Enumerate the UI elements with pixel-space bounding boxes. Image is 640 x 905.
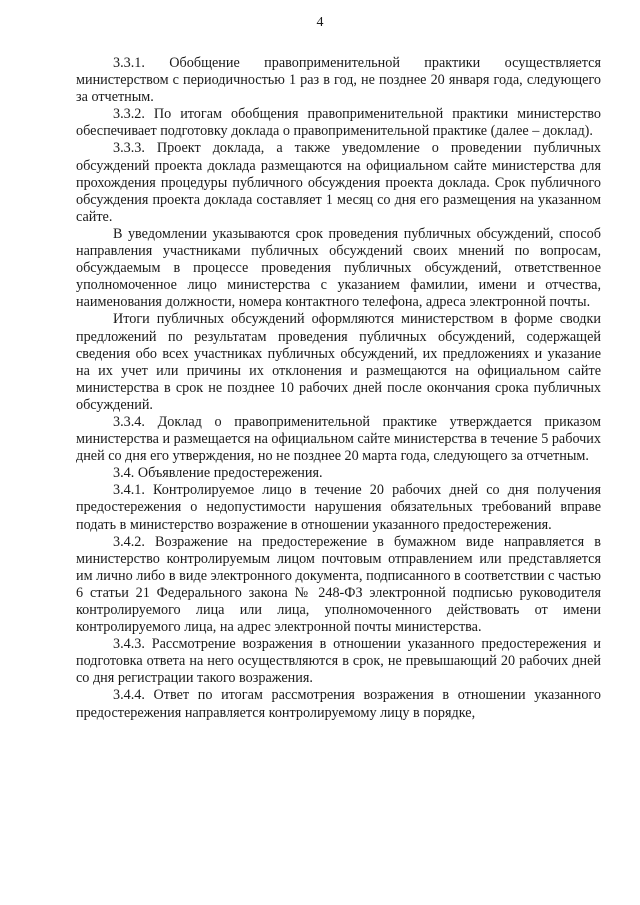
page-number: 4 [316,15,324,30]
paragraph-3-3-2: 3.3.2. По итогам обобщения правоприменительной практики министерство обеспечивает подготовку доклада о правоприменительной практике (далее – доклад). [76,106,601,140]
paragraph-3-4-4: 3.4.4. Ответ по итогам рассмотрения возражения в отношении указанного предостережения направляется контролируемому лицу в порядке, [76,687,601,721]
paragraph-3-4: 3.4. Объявление предостережения. [113,465,323,482]
paragraph-3-4-2: 3.4.2. Возражение на предостережение в бумажном виде направляется в министерство контролируемым лицом почтовым отправлением или представляется им лично либо в виде электронного документа, подписанного в соответствии с частью 6 статьи 21 Федерального закона № 248-ФЗ электронной подписью руководителя контролируемого лица или лица, уполномоченного действовать от имени контролируемого лица, на адрес электронной почты министерства. [76,533,601,636]
paragraph-discussion-results: Итоги публичных обсуждений оформляются министерством в форме сводки предложений по результатам проведения публичных обсуждений, содержащей сведения обо всех участниках публичных обсуждений, их предложениях и указание на их учет или причины их отклонения и размещаются на официальном сайте министерства в срок не позднее 10 рабочих дней после окончания срока публичных обсуждений. [76,311,601,413]
paragraph-3-3-1: 3.3.1. Обобщение правоприменительной практики осуществляется министерством с периодичностью 1 раз в год, не позднее 20 января года, следующего за отчетным. [76,55,601,106]
paragraph-3-3-4: 3.3.4. Доклад о правоприменительной практике утверждается приказом министерства и размещается на официальном сайте министерства в течение 5 рабочих дней со дня его утверждения, но не позднее 20 марта года, следующего за отчетным. [76,413,601,465]
paragraph-3-4-1: 3.4.1. Контролируемое лицо в течение 20 рабочих дней со дня получения предостережения о недопустимости нарушения обязательных требований вправе подать в министерство возражение в отношении указанного предостережения. [76,482,601,533]
paragraph-notification: В уведомлении указываются срок проведения публичных обсуждений, способ направления участниками публичных обсуждений своих мнений по вопросам, обсуждаемым в процессе проведения публичных обсуждений, ответственное уполномоченное лицо министерства с указанием фамилии, имени и отчества, наименования должности, номера контактного телефона, адреса электронной почты. [76,225,601,311]
document-body [76,55,601,722]
paragraph-3-4-3: 3.4.3. Рассмотрение возражения в отношении указанного предостережения и подготовка ответа на него осуществляются в срок, не превышающий 20 рабочих дней со дня регистрации такого возражения. [76,636,601,687]
paragraph-3-3-3: 3.3.3. Проект доклада, а также уведомление о проведении публичных обсуждений проекта доклада размещаются на официальном сайте министерства для прохождения процедуры публичного обсуждения проекта доклада. Срок публичного обсуждения проекта доклада составляет 1 месяц со дня его размещения на указанном сайте. [76,140,601,225]
